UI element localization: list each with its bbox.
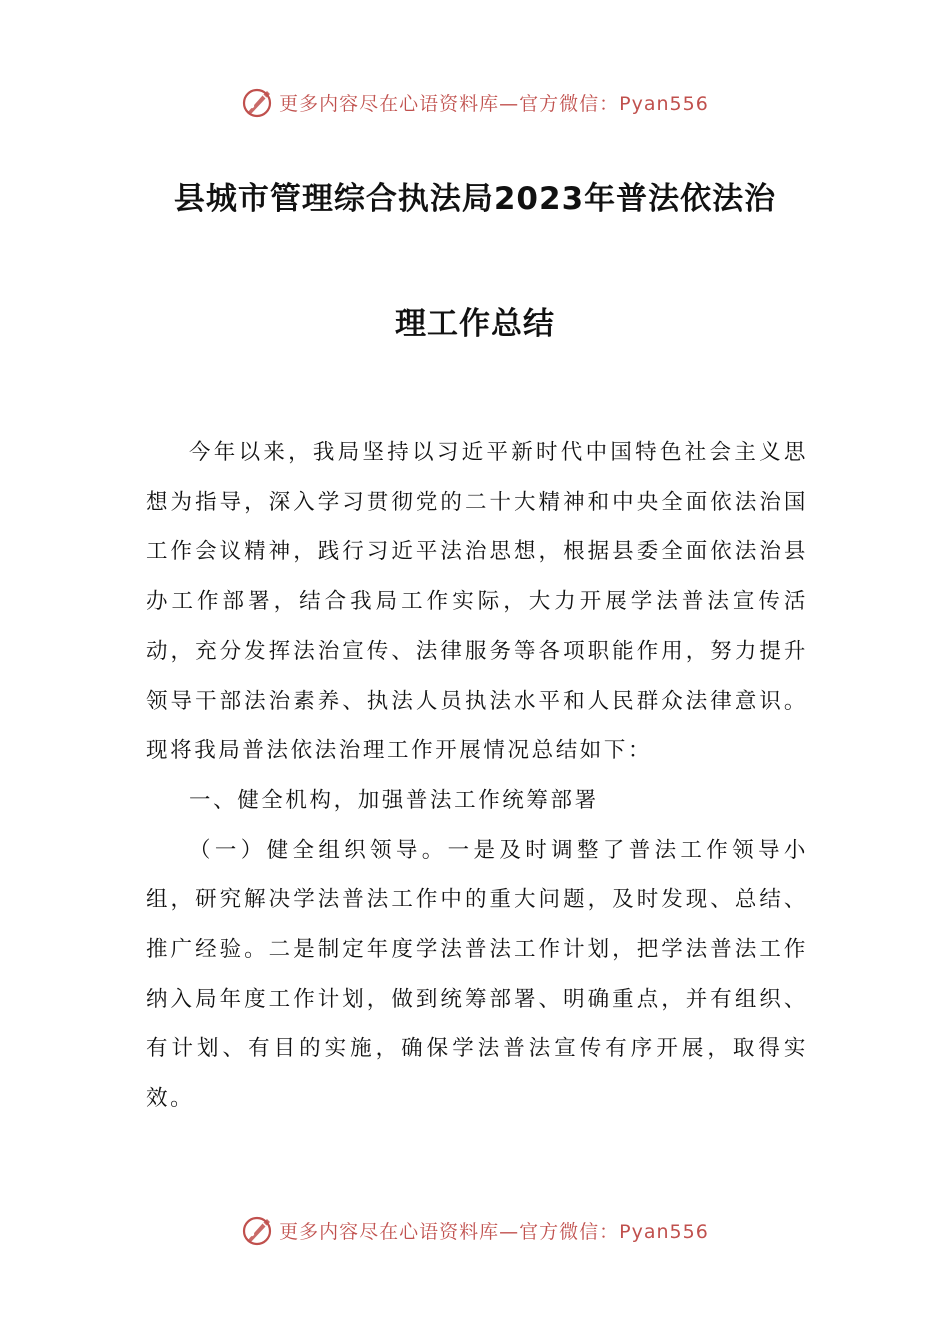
- pen-logo-icon: [241, 85, 275, 119]
- section-heading-1: 一、健全机构，加强普法工作统筹部署: [189, 787, 599, 813]
- document-body: [146, 428, 808, 1124]
- document-title-line2: 理工作总结: [395, 306, 555, 342]
- footer-watermark-text: 更多内容尽在心语资料库—官方微信：Pyan556: [279, 1220, 709, 1243]
- header-watermark-text: 更多内容尽在心语资料库—官方微信：Pyan556: [279, 92, 709, 115]
- intro-paragraph: 今年以来，我局坚持以习近平新时代中国特色社会主义思想为指导，深入学习贯彻党的二十大精神和中央全面依法治国工作会议精神，践行习近平法治思想，根据县委全面依法治县办工作部署，结合我局工作实际，大力开展学法普法宣传活动，充分发挥法治宣传、法律服务等各项职能作用，努力提升领导干部法治素养、执法人员执法水平和人民群众法律意识。现将我局普法依法治理工作开展情况总结如下：: [146, 440, 808, 764]
- pen-logo-icon: [241, 1213, 275, 1247]
- document-title-line1: 县城市管理综合执法局2023年普法依法治: [173, 181, 777, 217]
- subsection-paragraph-1: （一）健全组织领导。一是及时调整了普法工作领导小组，研究解决学法普法工作中的重大问题，及时发现、总结、推广经验。二是制定年度学法普法工作计划，把学法普法工作纳入局年度工作计划，做到统筹部署、明确重点，并有组织、有计划、有目的实施，确保学法普法宣传有序开展，取得实效。: [146, 837, 808, 1112]
- header-watermark-banner: [0, 82, 950, 122]
- footer-watermark-banner: [0, 1210, 950, 1250]
